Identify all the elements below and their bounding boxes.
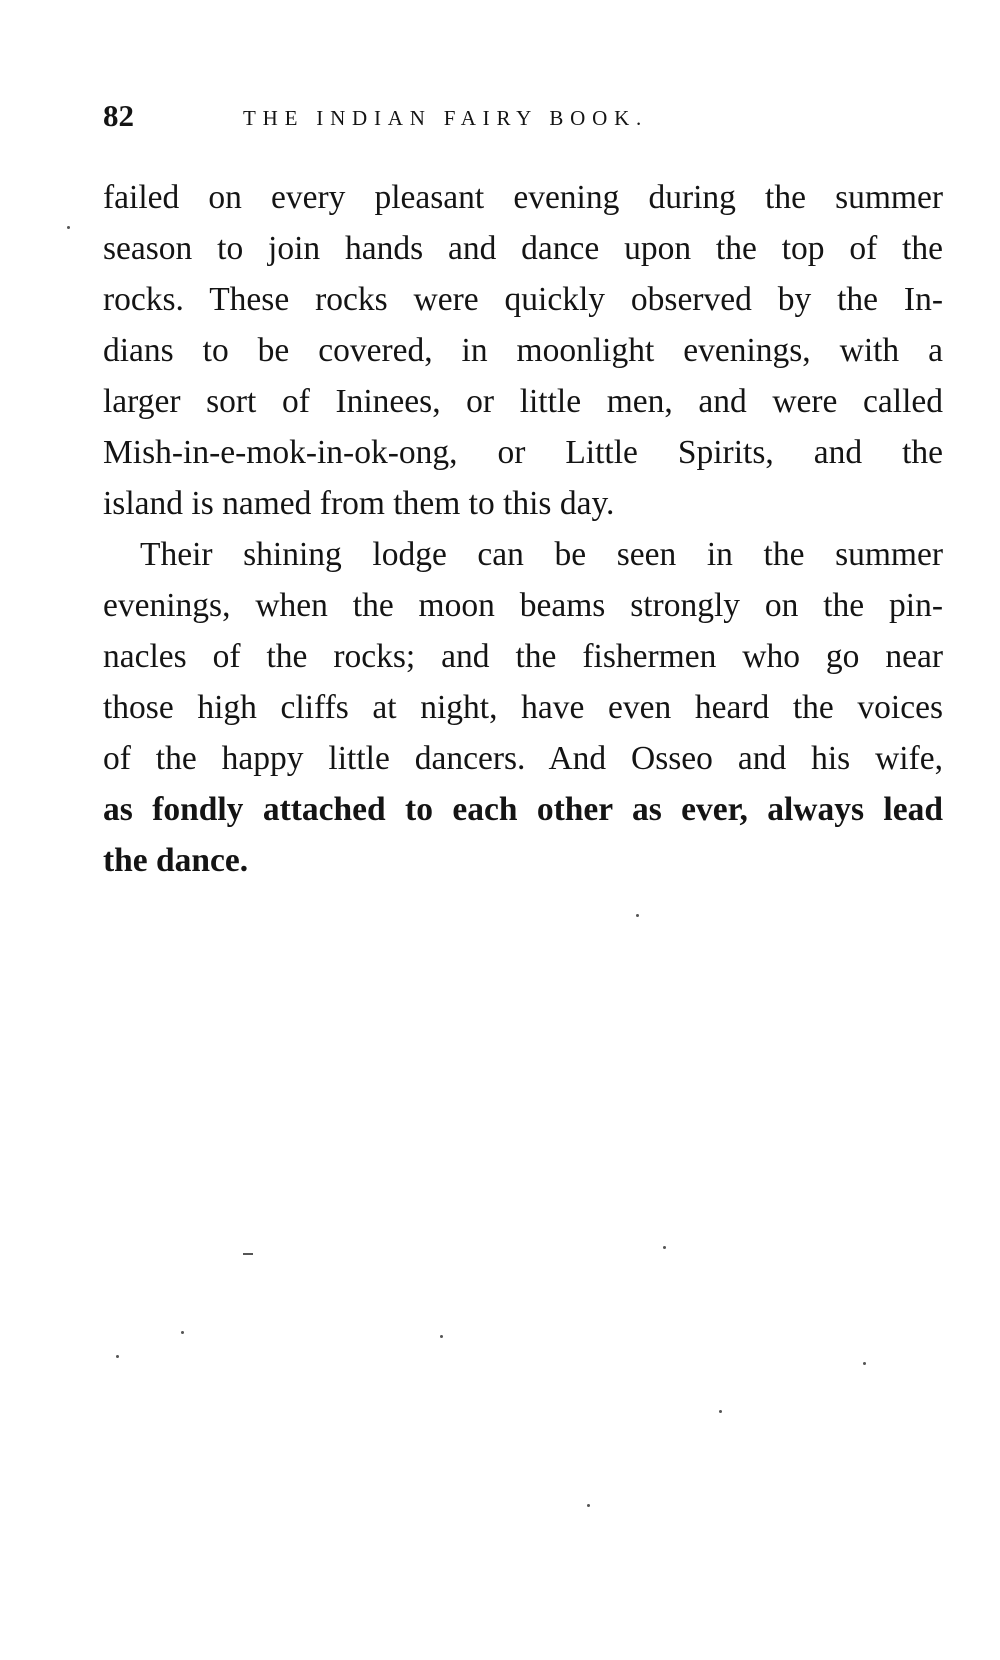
paper-speck [663,1246,666,1249]
text-line: dians to be covered, in moonlight evenings, with a [103,332,943,369]
text-line: nacles of the rocks; and the fishermen who go near [103,638,943,675]
text-line: larger sort of Ininees, or little men, and were called [103,383,943,420]
paper-speck [587,1504,590,1507]
paper-speck [440,1335,443,1338]
running-title: THE INDIAN FAIRY BOOK. [243,106,649,130]
text-line: Mish-in-e-mok-in-ok-ong, or Little Spirits, and the [103,434,943,471]
paper-speck [243,1253,253,1255]
paper-speck [181,1331,184,1334]
text-line: as fondly attached to each other as ever, always lead [103,791,943,828]
text-line: season to join hands and dance upon the top of the [103,230,943,267]
text-line: island is named from them to this day. [103,485,615,522]
text-line: failed on every pleasant evening during the summer [103,179,943,216]
paper-speck [116,1355,119,1358]
text-line: the dance. [103,842,249,879]
body-text [103,172,943,886]
text-line: Their shining lodge can be seen in the summer [140,536,943,573]
running-head [103,96,943,136]
paragraph-1 [103,172,943,529]
paper-speck [636,914,639,917]
text-line: of the happy little dancers. And Osseo and his wife, [103,740,943,777]
paper-speck [719,1410,722,1413]
text-line: evenings, when the moon beams strongly on the pin- [103,587,943,624]
text-line: those high cliffs at night, have even heard the voices [103,689,943,726]
text-line: rocks. These rocks were quickly observed by the In- [103,281,943,318]
paragraph-2 [103,529,943,886]
paper-speck [863,1362,866,1365]
page-number: 82 [103,98,134,133]
paper-speck [67,226,70,229]
